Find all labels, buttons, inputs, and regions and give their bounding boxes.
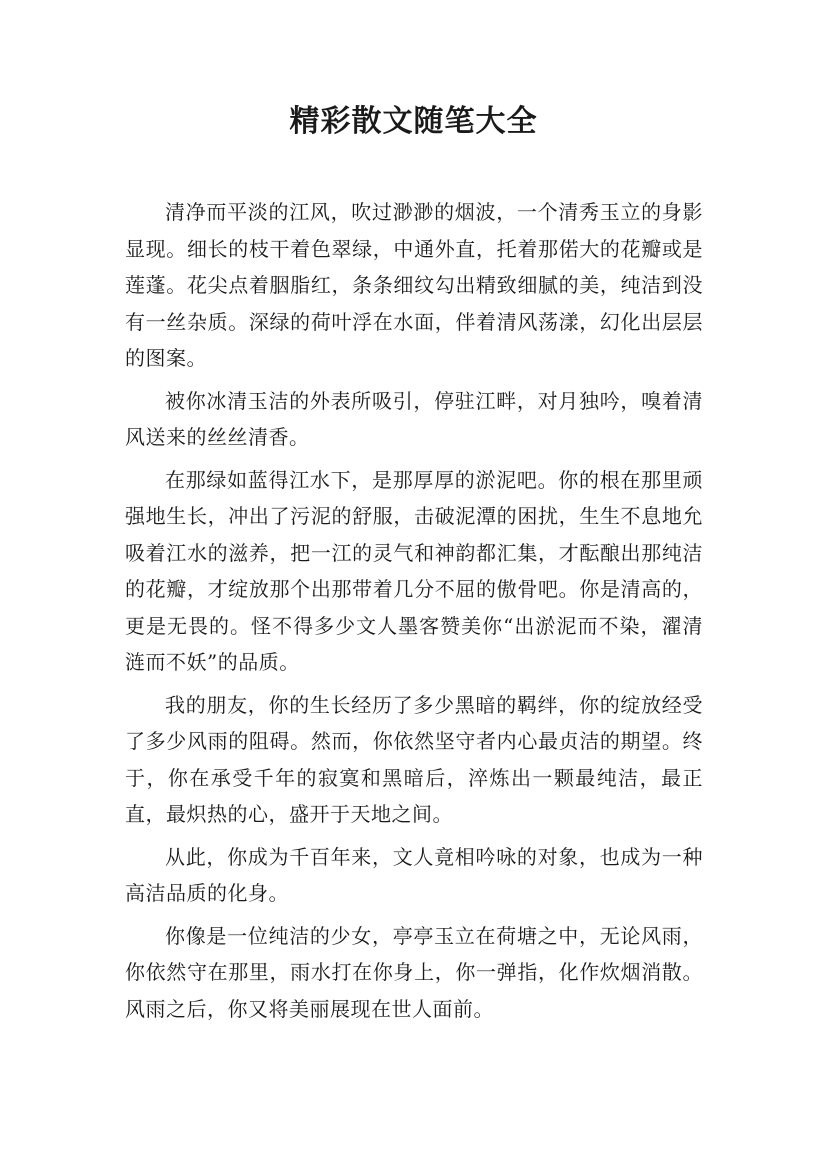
paragraph: 在那绿如蓝得江水下，是那厚厚的淤泥吧。你的根在那里顽强地生长，冲出了污泥的舒服，击破泥潭的困扰，生生不息地允吸着江水的滋养，把一江的灵气和神韵都汇集，才酝酿出那纯洁的花瓣，才绽放那个出那带着几分不屈的傲骨吧。你是清高的，更是无畏的。怪不得多少文人墨客赞美你“出淤泥而不染，濯清涟而不妖”的品质。 [125,467,703,674]
paragraph: 被你冰清玉洁的外表所吸引，停驻江畔，对月独吟，嗅着清风送来的丝丝清香。 [125,388,703,449]
document-title: 精彩散文随笔大全 [289,104,538,139]
document-body [125,194,703,1033]
paragraph: 你像是一位纯洁的少女，亭亭玉立在荷塘之中，无论风雨，你依然守在那里，雨水打在你身上，你一弹指，化作炊烟消散。风雨之后，你又将美丽展现在世人面前。 [125,923,703,1021]
paragraph: 从此，你成为千百年来，文人竟相吟咏的对象，也成为一种高洁品质的化身。 [125,844,703,905]
paragraph: 我的朋友，你的生长经历了多少黑暗的羁绊，你的绽放经受了多少风雨的阻碍。然而，你依然坚守者内心最贞洁的期望。终于，你在承受千年的寂寞和黑暗后，淬炼出一颗最纯洁，最正直，最炽热的心，盛开于天地之间。 [125,692,703,826]
paragraph: 清净而平淡的江风，吹过渺渺的烟波，一个清秀玉立的身影显现。细长的枝干着色翠绿，中通外直，托着那偌大的花瓣或是莲蓬。花尖点着胭脂红，条条细纹勾出精致细腻的美，纯洁到没有一丝杂质。深绿的荷叶浮在水面，伴着清风荡漾，幻化出层层的图案。 [125,200,703,370]
